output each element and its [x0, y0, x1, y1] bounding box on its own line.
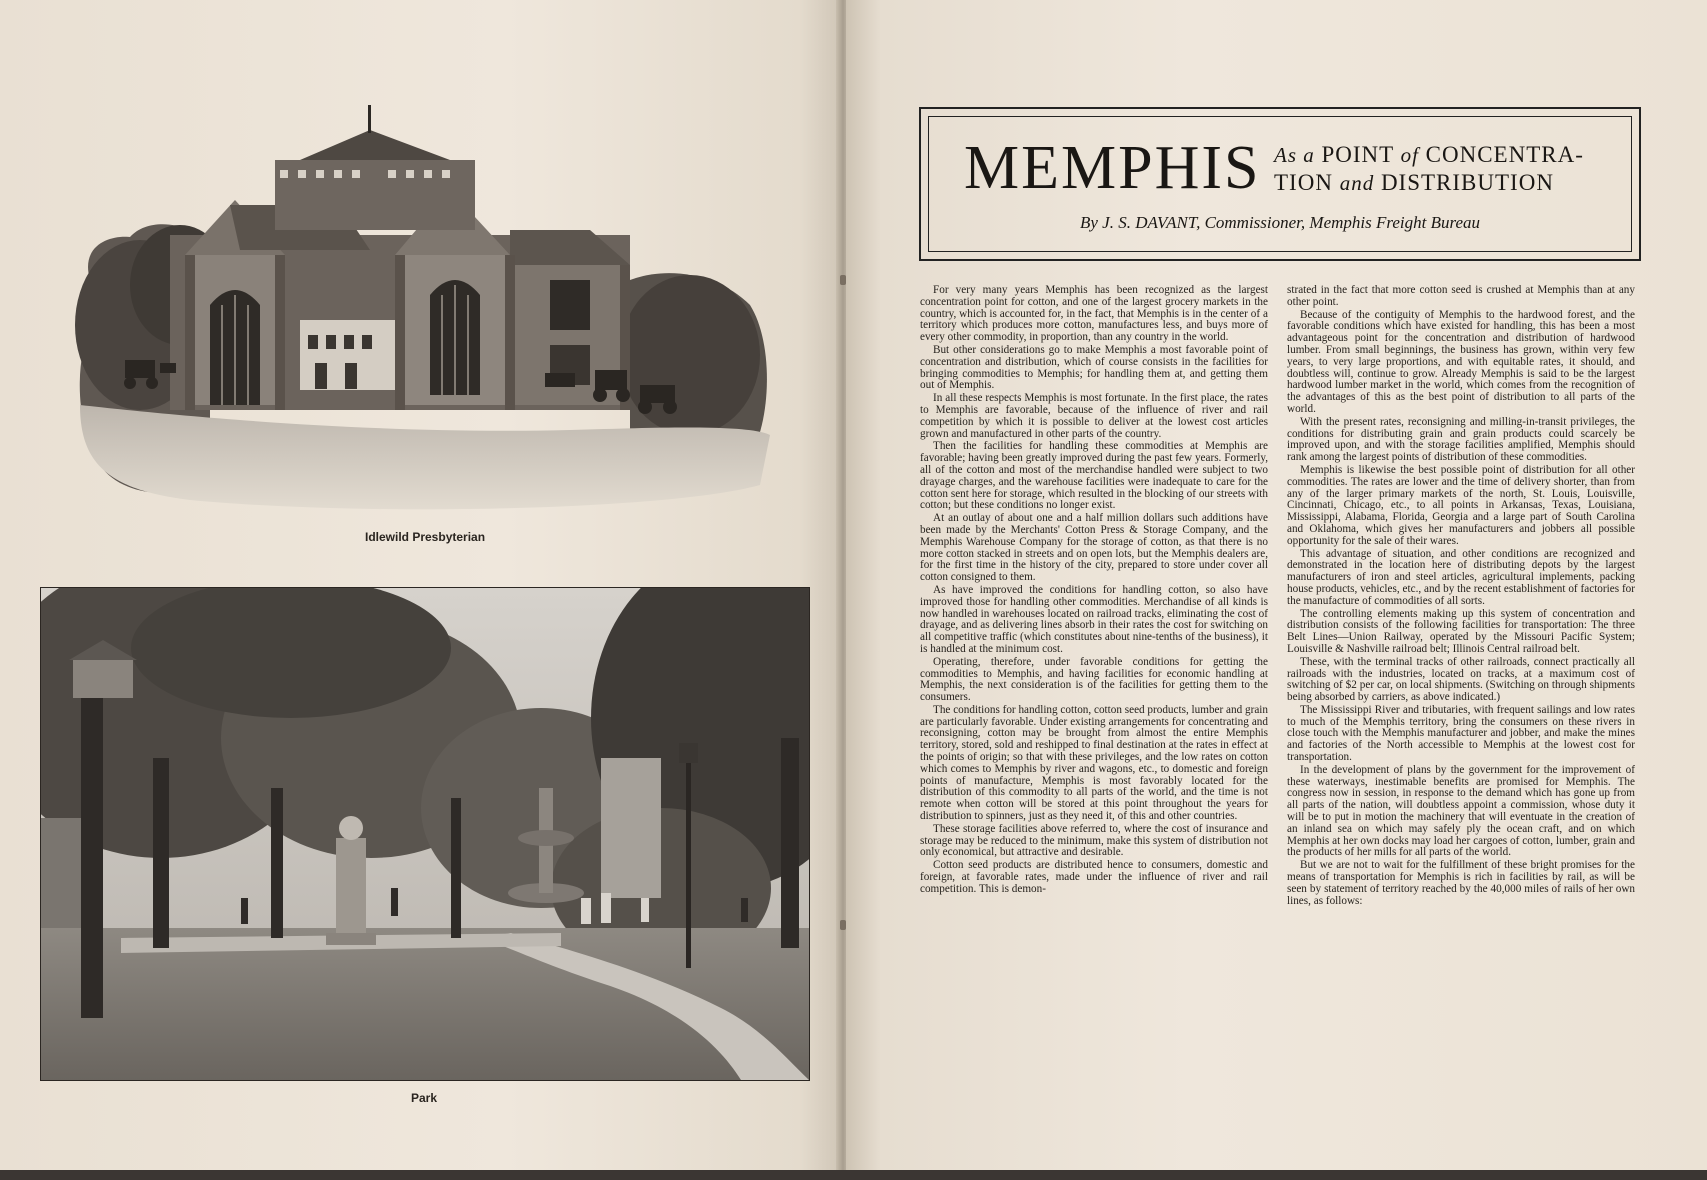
paragraph: The controlling elements making up this system of concentration and distribution consists of the following facilities for transportation: The three Belt Lines—Union Railway, operated by the Missouri Pacific System; Louisville & Nashville railroad belt; Illinois Central railroad belt.	[1287, 607, 1635, 655]
paragraph: In all these respects Memphis is most fortunate. In the first place, the rates to Memphis are favorable, because of the influence of river and rail competition by which it is possible to deliver at the lowest cost articles grown and manufactured in other parts of the country.	[920, 392, 1268, 440]
park-caption: Park	[411, 1091, 438, 1105]
paragraph: These, with the terminal tracks of other railroads, connect practically all railroads with the industries, located on tracks, at a maximum cost of switching of $2 per car, on local shipments. (Switching on through shipments being absorbed by carriers, as above indicated.)	[1287, 655, 1635, 704]
subtitle-tion: TION	[1274, 170, 1333, 195]
title-main: MEMPHIS	[964, 134, 1261, 202]
paragraph: For very many years Memphis has been recognized as the largest concentration point for cotton, and one of the largest grocery markets in the country, which is accounted for, in the fact, that Memphis is in the center of a territory which produces more cotton, manufactures less, and buys more of every other commodity, in proportion, than any country in the world.	[920, 284, 1268, 344]
paragraph: Operating, therefore, under favorable conditions for getting the commodities to Memphis, and having facilities for economic handling at Memphis, the next consideration is of the facilities for getting them to the consumers.	[920, 655, 1268, 704]
church-photo	[70, 105, 770, 515]
subtitle-as-a: As a	[1274, 143, 1315, 167]
title-inner-frame	[928, 116, 1632, 252]
paragraph: But we are not to wait for the fulfillment of these bright promises for the means of transportation for Memphis is rich in facilities by rail, as will be seen by statement of territory reached by the 40,000 miles of rails of her own lines, as follows:	[1287, 859, 1635, 907]
park-photo	[40, 587, 810, 1081]
paragraph: At an outlay of about one and a half million dollars such additions have been made by the Merchants' Cotton Press & Storage Company, and the Memphis Warehouse Company for the storage of cotton, as that there is no more cotton stacked in streets and on open lots, but the Memphis dealers are, for the first time in the history of the city, prepared to store under cover all cotton consigned to them.	[920, 512, 1268, 584]
title-subtitle	[1274, 141, 1584, 197]
paragraph: This advantage of situation, and other conditions are recognized and demonstrated in the location here of distributing depots by the largest manufacturers of iron and steel articles, agricultural implements, packing house products, vehicles, etc., and by the recent establishment of factories for the manufacture of commodities of all sorts.	[1287, 547, 1635, 607]
paragraph-continued: strated in the fact that more cotton seed is crushed at Memphis than at any other point.	[1287, 284, 1635, 308]
paragraph: As have improved the conditions for handling cotton, so also have improved those for handling other commodities. Merchandise of all kinds is now handled in warehouses located on railroad tracks, eliminating the cost of drayage, and as delivering lines absorb in their rates the cost for switching on all competitive traffic (which constitutes about nine-tenths of the business), it is handled at the minimum cost.	[920, 583, 1268, 655]
paragraph: With the present rates, reconsigning and milling-in-transit privileges, the conditions for distributing grain and grain products could scarcely be improved upon, and with the storage facilities amplified, Memphis should rank among the largest points of distribution of these commodities.	[1287, 415, 1635, 464]
paragraph: The Mississippi River and tributaries, with frequent sailings and low rates to much of the Memphis territory, bring the consumers on these rivers in close touch with the Memphis manufacturer and jobber, and make the mines and factories of the North accessible to Memphis at the lowest cost for transportation.	[1287, 703, 1635, 764]
subtitle-and: and	[1339, 171, 1375, 195]
church-caption: Idlewild Presbyterian	[365, 530, 486, 544]
paragraph: Then the facilities for handling these commodities at Memphis are favorable; having been greatly improved during the past few years. Formerly, all of the cotton and most of the merchandise handled were subject to two drayage charges, and the warehouse facilities were inadequate to care for the cotton sent here for storage, which resulted in the blocking of our streets with cotton; but these conditions no longer exist.	[920, 440, 1268, 512]
paragraph: Cotton seed products are distributed hence to consumers, domestic and foreign, at favorable rates, made under the influence of river and rail competition. This is demon-	[920, 859, 1268, 895]
title-box	[919, 107, 1641, 261]
paragraph: But other considerations go to make Memphis a most favorable point of concentration and distribution, which of course consists in the facilities for bringing commodities to Memphis; for handling them at, and getting them out of Memphis.	[920, 343, 1268, 392]
subtitle-concentra: CONCENTRA-	[1425, 142, 1584, 167]
paragraph: Because of the contiguity of Memphis to the hardwood forest, and the favorable conditions which have existed for handling, this has been a most advantageous point for the concentration and distribution of hardwood lumber. From small beginnings, the business has grown, within very few years, to very large proportions, and with equitable rates, it should, and doubtless will, continue to grow. Already Memphis is said to be the largest hardwood lumber market in the world, which comes from the recognition of the advantages of this as the best point of distribution to all parts of the world.	[1287, 308, 1635, 415]
article-column-1	[920, 285, 1268, 897]
paragraph: These storage facilities above referred to, where the cost of insurance and storage may be reduced to the minimum, make this system of distribution not only economical, but attractive and desirable.	[920, 822, 1268, 859]
paragraph: Memphis is likewise the best possible point of distribution for all other commodities. The rates are lower and the time of delivery shorter, than from any of the larger primary markets of the north, St. Louis, Louisville, Cincinnati, Chicago, etc., to all points in Arkansas, Texas, Louisiana, Mississippi, Alabama, Florida, Georgia and a large part of South Carolina and Oklahoma, which gives her manufacturers and jobbers all possible opportunity for the sale of their wares.	[1287, 463, 1635, 547]
subtitle-distribution: DISTRIBUTION	[1380, 170, 1554, 195]
paragraph: In the development of plans by the government for the improvement of these waterways, inestimable benefits are promised for Memphis. The congress now in session, in response to the demand which has gone up from all parts of the nation, will doubtless appoint a commission, whose duty it will be to put in motion the machinery that will eventuate in the creation of an inland sea on which may safely ply the ocean craft, and on which Memphis at her own docks may load her cargoes of cotton, lumber, grain and the products of her mills for all parts of the world.	[1287, 763, 1635, 859]
byline: By J. S. DAVANT, Commissioner, Memphis Freight Bureau	[1079, 213, 1481, 232]
left-page	[0, 0, 842, 1170]
article-column-2	[1287, 285, 1635, 908]
paragraph: The conditions for handling cotton, cotton seed products, lumber and grain are particularly favorable. Under existing arrangements for concentrating and reconsigning, cotton may be brought from almost the entire Memphis territory, stored, sold and reshipped to final destination at the rates in effect at the points of origin; so that with these privileges, and the low rates on cotton which comes to Memphis by river and wagons, etc., to domestic and foreign points of manufacture, Memphis is most favorably located for the distribution of this commodity to all parts of the world, and the time is not remote when cotton will be stored at this point throughout the years for distribution to spinners, just as they need it, of this and other countries.	[920, 703, 1268, 823]
subtitle-point: POINT	[1321, 142, 1394, 167]
subtitle-of: of	[1400, 143, 1419, 167]
